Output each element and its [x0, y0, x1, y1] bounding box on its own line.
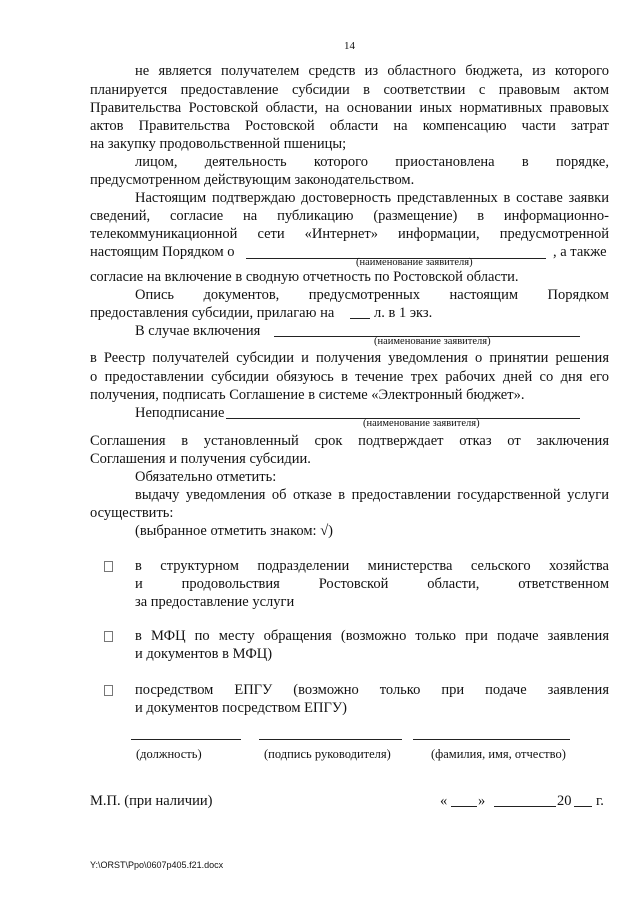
p1-line-1: не является получателем средств из областного бюджета, из которого [135, 63, 609, 79]
p4-line-2-start: предоставления субсидии, прилагаю на [90, 305, 335, 321]
p3-line-4-start: настоящим Порядком о [90, 244, 235, 260]
position-line [131, 739, 241, 740]
signature-caption: (подпись руководителя) [264, 747, 391, 761]
p5-line-1: В случае включения [135, 323, 261, 339]
p6-line-3: Соглашения и получения субсидии. [90, 451, 311, 467]
signature-line [259, 739, 402, 740]
option-3-line-2: и документов посредством ЕПГУ) [135, 700, 347, 716]
p3-line-4-end: , а также [553, 244, 607, 260]
date-close-quote: » [478, 793, 486, 809]
p3-line-2: сведений, согласие на публикацию (размещение) в информационно- [90, 208, 609, 224]
p2-line-2: предусмотренном действующим законодательством. [90, 172, 415, 188]
position-caption: (должность) [136, 747, 202, 761]
p5-line-4: получения, подписать Соглашение в системе «Электронный бюджет». [90, 387, 525, 403]
option-1-line-2: и продовольствия Ростовской области, ответственном [135, 576, 609, 592]
date-year-blank [574, 806, 592, 807]
fullname-caption: (фамилия, имя, отчество) [431, 747, 566, 761]
p2-line-1: лицом, деятельность которого приостановлена в порядке, [135, 154, 609, 170]
p3-line-3: телекоммуникационной сети «Интернет» информации, предусмотренной [90, 226, 609, 242]
p1-line-5: на закупку продовольственной пшеницы; [90, 136, 347, 152]
option-3-checkbox[interactable] [104, 685, 113, 696]
p3-applicant-caption: (наименование заявителя) [356, 257, 473, 268]
p4-pages-blank [350, 318, 370, 319]
p4-line-1: Опись документов, предусмотренных настоящим Порядком [135, 287, 609, 303]
p7-line-3: осуществить: [90, 505, 174, 521]
p4-line-2-end: л. в 1 экз. [374, 305, 433, 321]
date-year-suffix: г. [596, 793, 604, 809]
p5-line-3: о предоставлении субсидии обязуюсь в течение трех рабочих дней со дня его [90, 369, 609, 385]
option-2-line-2: и документов в МФЦ) [135, 646, 273, 662]
p7-line-2: выдачу уведомления об отказе в предоставлении государственной услуги [135, 487, 609, 503]
p5-applicant-caption: (наименование заявителя) [374, 336, 491, 347]
p7-line-1: Обязательно отметить: [135, 469, 277, 485]
option-3-line-1: посредством ЕПГУ (возможно только при подаче заявления [135, 682, 609, 698]
p6-line-2: Соглашения в установленный срок подтверждает отказ от заключения [90, 433, 609, 449]
fullname-line [413, 739, 570, 740]
p6-line-1: Неподписание [135, 405, 225, 421]
p3-line-5: согласие на включение в сводную отчетность по Ростовской области. [90, 269, 519, 285]
footer-file-path: Y:\ORST\Ppo\0607p405.f21.docx [90, 860, 224, 870]
page-number: 14 [344, 40, 355, 52]
date-month-blank [494, 806, 556, 807]
p1-line-2: планируется предоставление субсидии в соответствии с правовым актом [90, 82, 609, 98]
date-day-blank [451, 806, 477, 807]
option-2-checkbox[interactable] [104, 631, 113, 642]
date-open-quote: « [440, 793, 448, 809]
p6-applicant-caption: (наименование заявителя) [363, 418, 480, 429]
stamp-label: М.П. (при наличии) [90, 793, 213, 809]
p5-line-2: в Реестр получателей субсидии и получения уведомления о принятии решения [90, 350, 609, 366]
p1-line-3: Правительства Ростовской области, на основании иных нормативных правовых [90, 100, 609, 116]
option-1-line-3: за предоставление услуги [135, 594, 295, 610]
date-year-prefix: 20 [557, 793, 572, 809]
p7-line-4: (выбранное отметить знаком: √) [135, 523, 333, 539]
p1-line-4: актов Правительства Ростовской области на компенсацию части затрат [90, 118, 609, 134]
option-1-line-1: в структурном подразделении министерства сельского хозяйства [135, 558, 609, 574]
option-1-checkbox[interactable] [104, 561, 113, 572]
p3-line-1: Настоящим подтверждаю достоверность представленных в составе заявки [135, 190, 609, 206]
option-2-line-1: в МФЦ по месту обращения (возможно только при подаче заявления [135, 628, 609, 644]
